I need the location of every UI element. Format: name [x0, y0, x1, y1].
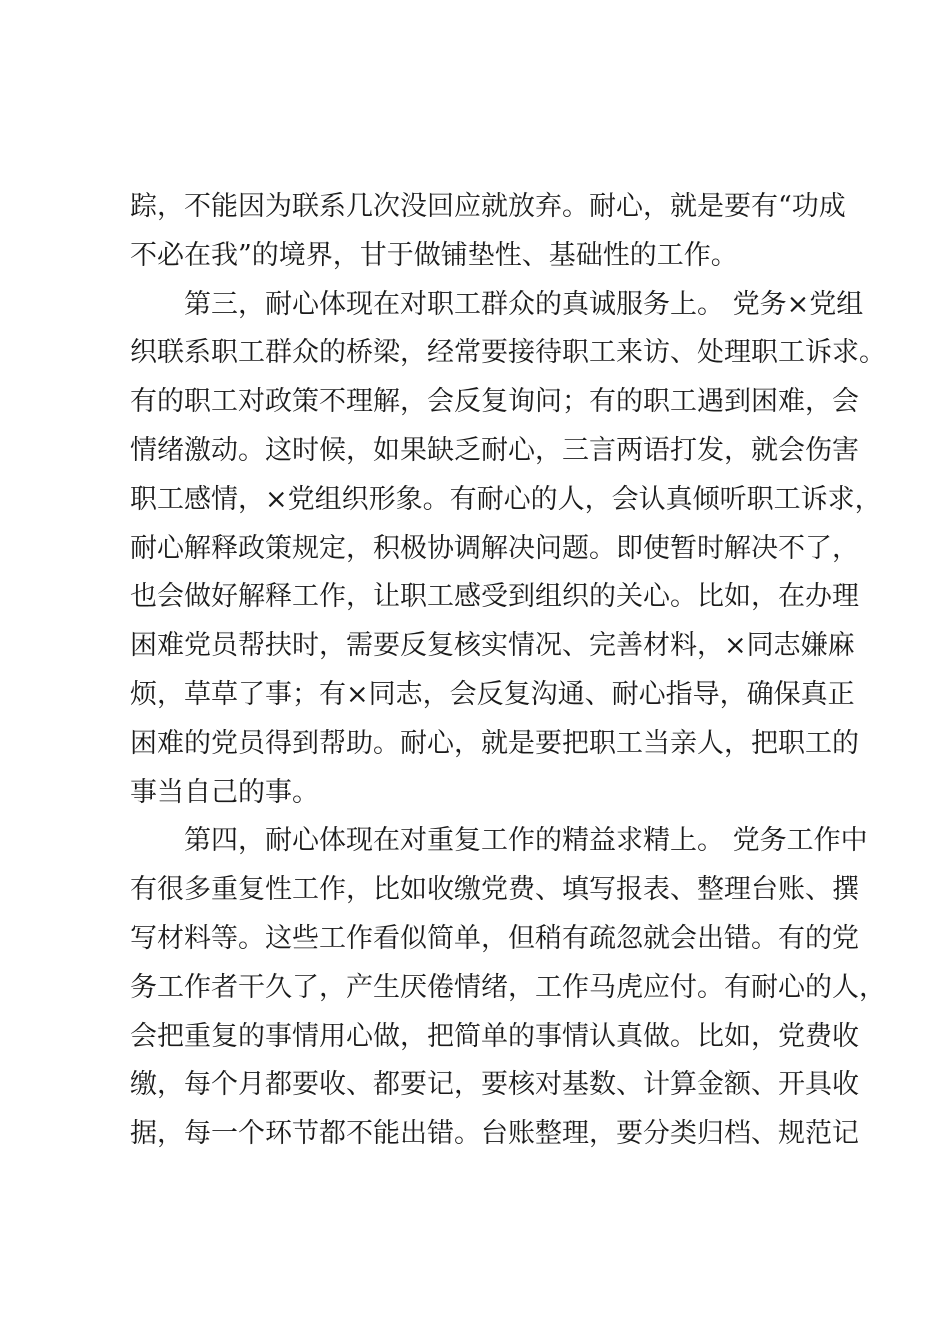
paragraph-first-line: 第三，耐心体现在对职工群众的真诚服务上。 党务×党组: [184, 288, 864, 320]
text-line: 职工感情，×党组织形象。有耐心的人，会认真倾听职工诉求，: [130, 483, 882, 515]
text-line: 事当自己的事。: [130, 776, 319, 808]
text-line: 踪，不能因为联系几次没回应就放弃。耐心，就是要有“功成: [130, 191, 846, 222]
text-line: 情绪激动。这时候，如果缺乏耐心，三言两语打发，就会伤害: [130, 434, 859, 466]
text-line: 也会做好解释工作，让职工感受到组织的关心。比如，在办理: [130, 581, 859, 613]
text-line: 写材料等。这些工作看似简单，但稍有疏忽就会出错。有的党: [130, 922, 859, 954]
text-line: 有的职工对政策不理解，会反复询问；有的职工遇到困难，会: [130, 386, 859, 418]
body-text: [130, 183, 886, 1159]
text-line: 有很多重复性工作，比如收缴党费、填写报表、整理台账、撰: [130, 874, 859, 906]
text-line: 织联系职工群众的桥梁，经常要接待职工来访、处理职工诉求。: [130, 337, 886, 369]
text-line: 烦，草草了事；有×同志，会反复沟通、耐心指导，确保真正: [130, 678, 855, 710]
text-line: 困难党员帮扶时，需要反复核实情况、完善材料，×同志嫌麻: [130, 630, 855, 662]
text-line: 缴，每个月都要收、都要记，要核对基数、计算金额、开具收: [130, 1069, 859, 1101]
text-line: 困难的党员得到帮助。耐心，就是要把职工当亲人，把职工的: [130, 727, 859, 759]
text-line: 不必在我”的境界，甘于做铺垫性、基础性的工作。: [130, 239, 738, 271]
text-line: 据，每一个环节都不能出错。台账整理，要分类归档、规范记: [130, 1118, 859, 1150]
text-line: 务工作者干久了，产生厌倦情绪，工作马虎应付。有耐心的人，: [130, 971, 886, 1003]
paragraph-first-line: 第四，耐心体现在对重复工作的精益求精上。 党务工作中: [184, 825, 868, 857]
text-line: 会把重复的事情用心做，把简单的事情认真做。比如，党费收: [130, 1020, 859, 1052]
text-line: 耐心解释政策规定，积极协调解决问题。即使暂时解决不了，: [130, 532, 859, 564]
